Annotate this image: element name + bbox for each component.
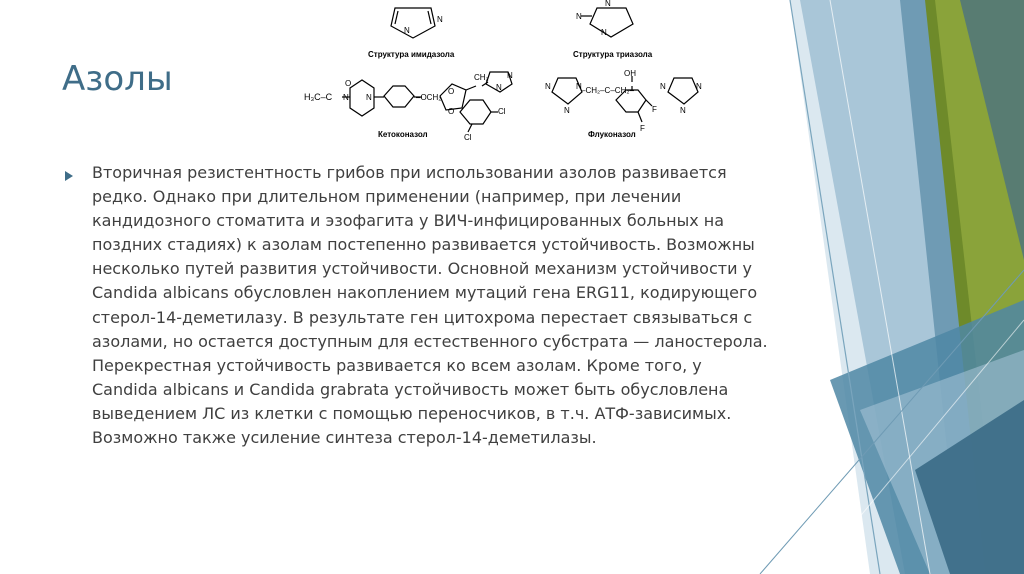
ketoconazole-caption: Кетоконазол xyxy=(378,130,428,139)
ketoconazole-n1-label: N xyxy=(343,93,349,102)
fluconazole-right-n-2: N xyxy=(696,82,702,91)
ketoconazole-chlorine-label: Cl xyxy=(498,107,506,116)
ketoconazole-imidazole-n-2: N xyxy=(507,71,513,80)
ketoconazole-och2-label: –OCH₂ xyxy=(416,93,442,102)
fluconazole-caption: Флуконазол xyxy=(588,130,636,139)
ketoconazole-dichlorophenyl xyxy=(460,100,491,124)
ketoconazole-ring-oxygen: O xyxy=(448,87,455,96)
slide-title: Азолы xyxy=(62,59,173,99)
fluconazole-chain-label: –CH₂–C–CH₂– xyxy=(581,86,634,95)
fluconazole-left-n: N xyxy=(545,82,551,91)
azole-structures-figure xyxy=(300,0,720,142)
ketoconazole-chlorine-label-2: Cl xyxy=(464,133,472,142)
triazole-nitrogen-label-3: N xyxy=(601,28,607,37)
ketoconazole-benzene xyxy=(384,86,414,107)
ketoconazole-imidazole-n: N xyxy=(496,83,502,92)
imidazole-caption: Структура имидазола xyxy=(368,50,455,59)
triazole-nitrogen-label-2: N xyxy=(576,12,582,21)
triazole-ring xyxy=(590,8,633,37)
bullet-arrow-icon xyxy=(65,171,73,181)
fluconazole-fluorine-label-2: F xyxy=(640,124,645,133)
fluconazole-fluorine-label: F xyxy=(652,105,657,114)
body-paragraph: Вторичная резистентность грибов при использовании азолов развивается редко. Однако при длительном применении (например, при лечении кандидозного стоматита и эзофагита у ВИЧ-инфицированных больных на поздних стадиях) к азолам постепенно развивается устойчивость. Возможны несколько путей развития устойчивости. Основной механизм устойчивости у Candida albicans обусловлен накоплением мутаций гена ERG11, кодирующего стерол-14-деметилазу. В результате ген цитохрома перестает связываться с азолами, но остается доступным для естественного субстрата — ланостерола. Перекрестная устойчивость развивается ко всем азолам. Кроме того, у Candida albicans и Candida grabrata устойчивость может быть обусловлена выведением ЛС из клетки с помощью переносчиков, в т.ч. АТФ-зависимых. Возможно также усиление синтеза стерол-14-деметилазы. xyxy=(92,163,768,448)
triazole-nitrogen-label: N xyxy=(605,0,611,8)
fluconazole-left-n-2: N xyxy=(576,82,582,91)
fluconazole-right-n: N xyxy=(660,82,666,91)
ketoconazole-ch2-label: CH₂ xyxy=(474,73,489,82)
ketoconazole-acetyl-label: H₃C–C xyxy=(304,92,333,102)
fluconazole-left-n-3: N xyxy=(564,106,570,115)
ketoconazole-ring-oxygen-2: O xyxy=(448,107,455,116)
fluconazole-oh-label: OH xyxy=(624,69,636,78)
fluconazole-triazole-right xyxy=(668,78,698,104)
ketoconazole-n2-label: N xyxy=(366,93,372,102)
imidazole-nitrogen-label: N xyxy=(404,26,410,35)
fluconazole-right-n-3: N xyxy=(680,106,686,115)
triazole-caption: Структура триазола xyxy=(573,50,653,59)
imidazole-nitrogen-label-2: N xyxy=(437,15,443,24)
ketoconazole-oxygen-label: O xyxy=(345,79,352,88)
